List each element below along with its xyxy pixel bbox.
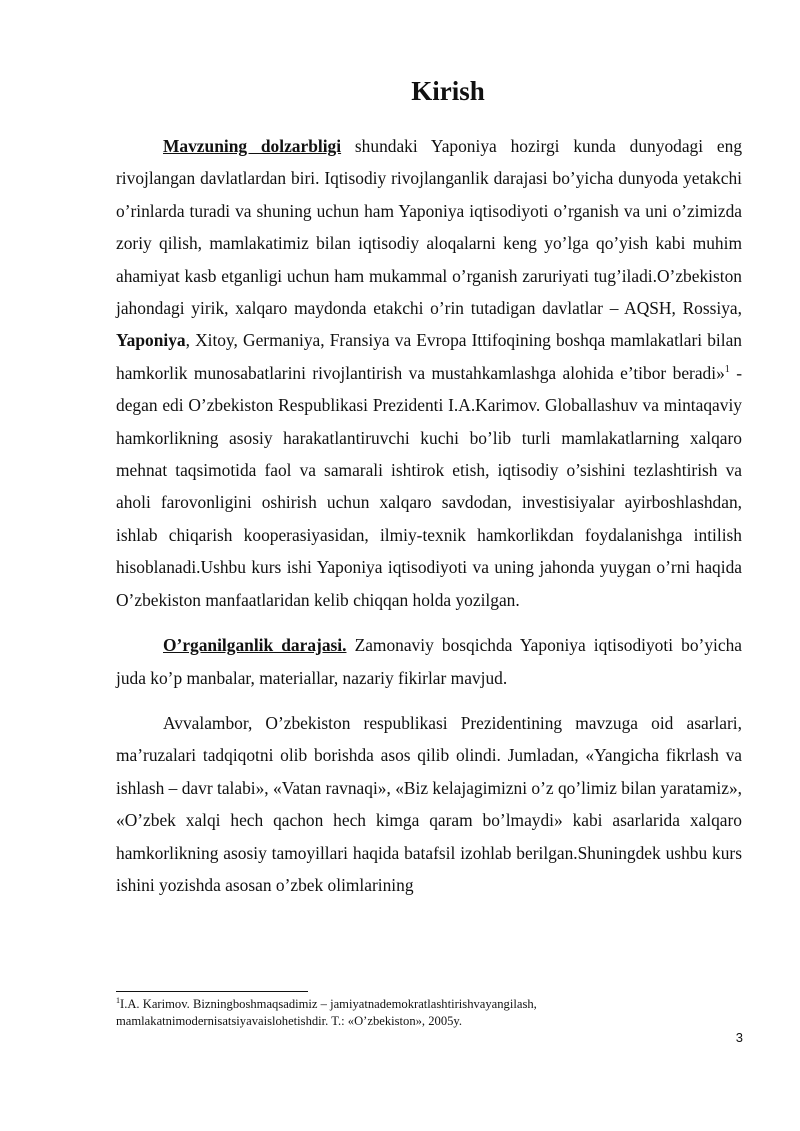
paragraph-text: , Xitoy, Germaniya, Fransiya va Evropa Ittifoqining boshqa mamlakatlari bilan hamkorlik munosabatlarini rivojlantirish va mustahkamlashga alohida e’tibor beradi» xyxy=(116,330,742,383)
footnote-reference[interactable]: 1 xyxy=(724,364,730,376)
bold-country-name: Yaponiya xyxy=(116,330,186,351)
footnote xyxy=(116,996,742,1030)
footnote-text: I.A. Karimov. Bizningboshmaqsadimiz – jamiyatnademokratlashtirishvayangilash, mamlakatnimodernisatsiyavaislohetishdir. T.: «O’zbekiston», 2005y. xyxy=(116,997,537,1028)
paragraph-relevance xyxy=(116,130,742,616)
paragraph-study-level xyxy=(116,629,742,694)
body-text xyxy=(116,130,742,914)
footnote-separator xyxy=(116,991,308,992)
paragraph-text: - degan edi O’zbekiston Respublikasi Prezidenti I.A.Karimov. Globallashuv va mintaqaviy hamkorlikning asosiy harakatlantiruvchi kuchi bo’lib turli mamlakatlarning xalqaro mehnat taqsimotida faol va samarali ishtirok etish, iqtisodiy o’sishini tezlashtirish va aholi farovonligini oshirish uchun xalqaro savdodan, investisiyalar ayirboshlashdan, ishlab chiqarish kooperasiyasidan, ilmiy-texnik hamkorlikdan foydalanishga intilish hisoblanadi.Ushbu kurs ishi Yaponiya iqtisodiyoti va uning jahonda yuygan o’rni haqida O’zbekiston manfaatlaridan kelib chiqqan holda yozilgan. xyxy=(116,362,743,610)
paragraph-text: shundaki Yaponiya hozirgi kunda dunyodagi eng rivojlangan davlatlardan biri. Iqtisodiy rivojlanganlik darajasi bo’yicha dunyoda yetakchi o’rinlarda turadi va shuning uchun ham Yaponiya iqtisodiyoti o’rganish va uni o’zimizda zoriy qilish, mamlakatimiz bilan iqtisodiy aloqalarni keng yo’lga qo’yish kabi muhim ahamiyat kasb etganligi uchun ham mukammal o’rganish zaruriyati tug’iladi.O’zbekiston jahondagi yirik, xalqaro maydonda etakchi o’rin tutadigan davlatlar – AQSH, Rossiya, xyxy=(116,136,743,319)
heading-relevance: Mavzuning dolzarbligi xyxy=(163,136,342,156)
heading-study-level: O’rganilganlik darajasi. xyxy=(163,635,347,656)
paragraph-text: Zamonaviy bosqichda Yaponiya iqtisodiyoti bo’yicha juda ko’p manbalar, materiallar, nazariy fikirlar mavjud. xyxy=(116,635,742,688)
page-title: Kirish xyxy=(411,76,485,106)
footnote-marker: 1 xyxy=(116,995,120,1005)
page-number: 3 xyxy=(735,1030,743,1045)
paragraph-sources: Avvalambor, O’zbekiston respublikasi Prezidentining mavzuga oid asarlari, ma’ruzalari tadqiqotni olib borishda asos qilib olindi. Jumladan, «Yangicha fikrlash va ishlash – davr talabi», «Vatan ravnaqi», «Biz kelajagimizni o’z qo’limiz bilan yaratamiz», «O’zbek xalqi hech qachon hech kimga qaram bo’lmaydi» kabi asarlarida xalqaro hamkorlikning asosiy tamoyillari haqida batafsil izohlab berilgan.Shuningdek ushbu kurs ishini yozishda asosan o’zbek olimlarining xyxy=(116,712,742,895)
